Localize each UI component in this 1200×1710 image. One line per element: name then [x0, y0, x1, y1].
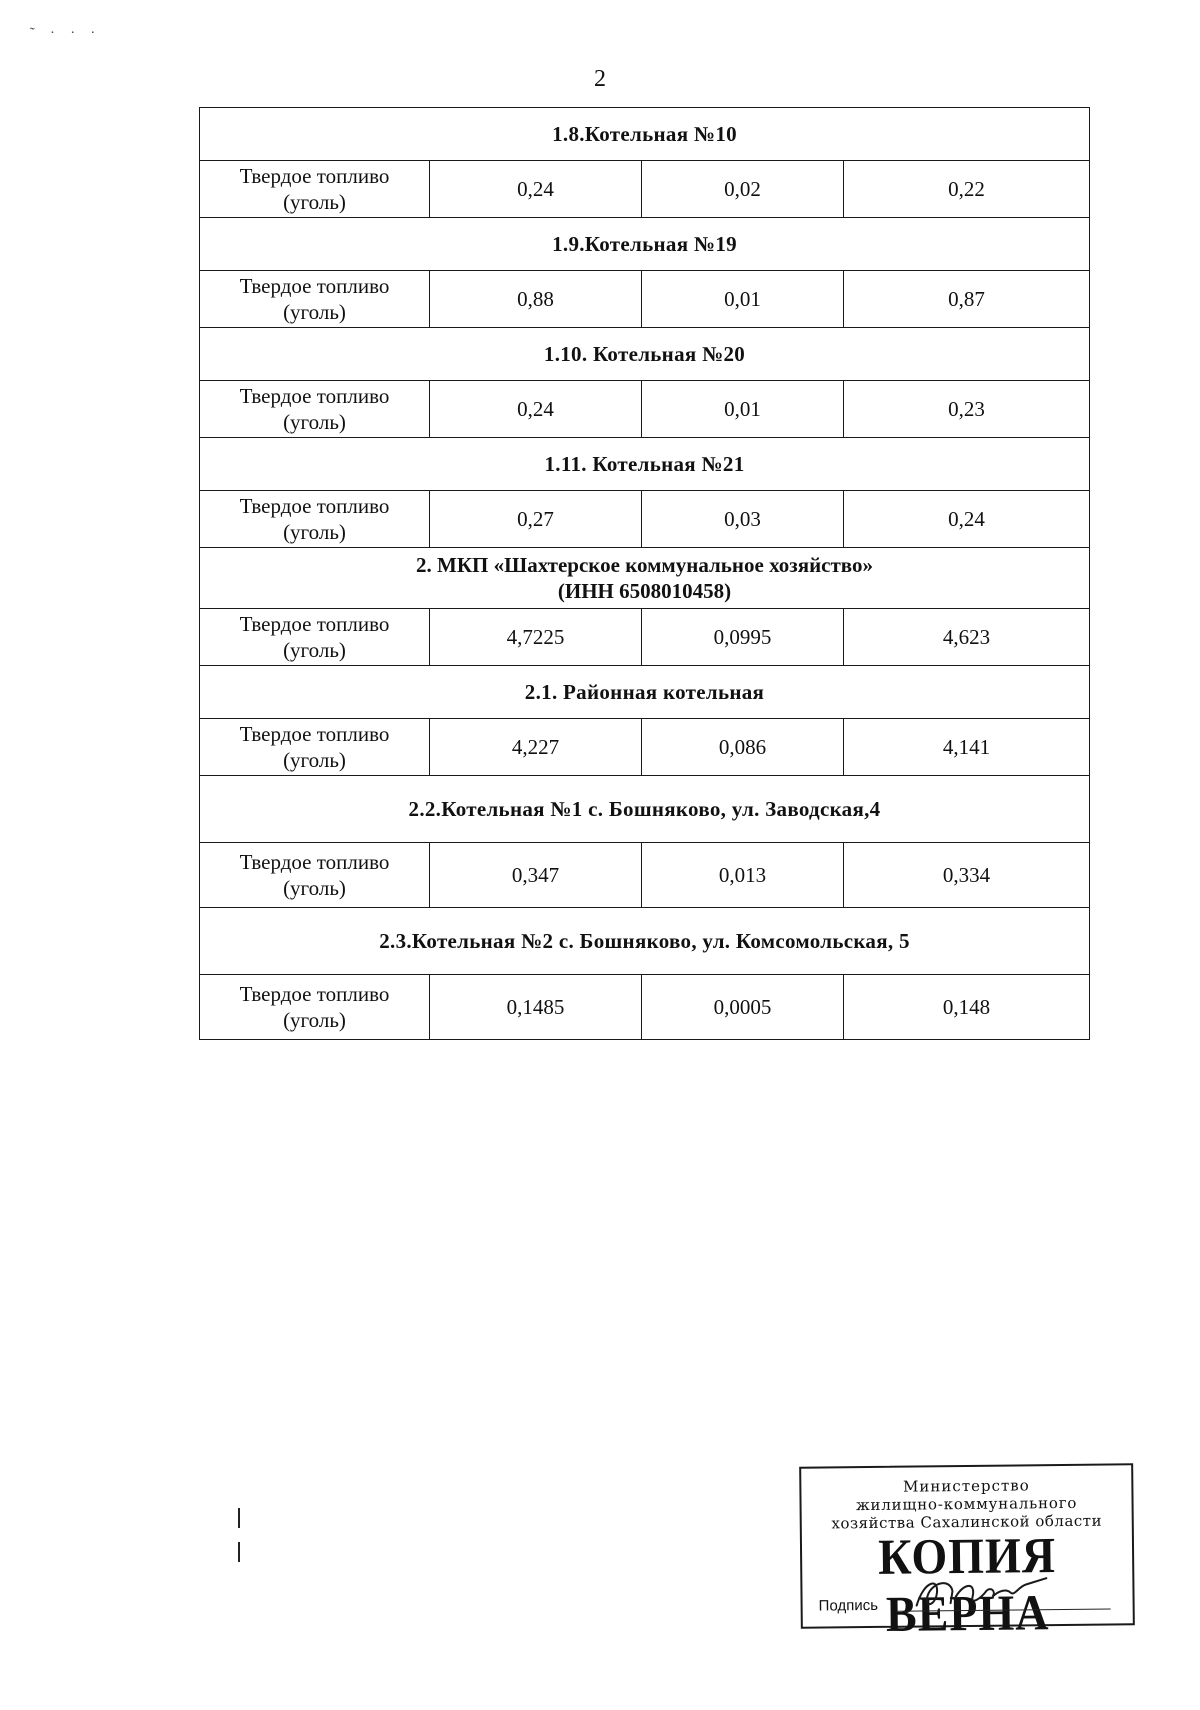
organization-title: 2. МКП «Шахтерское коммунальное хозяйство» (ИНН 6508010458) [200, 548, 1090, 609]
section-title: 1.11. Котельная №21 [200, 438, 1090, 491]
value-cell-v1: 4,227 [430, 719, 642, 776]
section-title: 2.1. Районная котельная [200, 666, 1090, 719]
value-cell-v3: 0,22 [844, 161, 1090, 218]
value-cell-v3: 4,141 [844, 719, 1090, 776]
table-row [200, 271, 1090, 328]
table-row [200, 161, 1090, 218]
section-title: 1.10. Котельная №20 [200, 328, 1090, 381]
value-cell-v2: 0,013 [642, 843, 844, 908]
section-title: 1.8.Котельная №10 [200, 108, 1090, 161]
value-cell-v2: 0,02 [642, 161, 844, 218]
stamp-signature-row [816, 1577, 1116, 1616]
fuel-type-cell: Твердое топливо (уголь) [200, 609, 430, 666]
value-cell-v1: 0,88 [430, 271, 642, 328]
value-cell-v3: 0,87 [844, 271, 1090, 328]
value-cell-v1: 0,24 [430, 381, 642, 438]
stamp-line-region: хозяйства Сахалинской области [831, 1511, 1103, 1533]
value-cell-v3: 0,23 [844, 381, 1090, 438]
value-cell-v1: 0,24 [430, 161, 642, 218]
fuel-type-cell: Твердое топливо (уголь) [200, 491, 430, 548]
table-body [200, 108, 1090, 1040]
section-title: 2.3.Котельная №2 с. Бошняково, ул. Комсомольская, 5 [200, 908, 1090, 975]
page-number: 2 [594, 66, 606, 92]
table-row [200, 719, 1090, 776]
stamp-title: КОПИЯ ВЕРНА [877, 1526, 1057, 1642]
value-cell-v1: 0,347 [430, 843, 642, 908]
value-cell-v3: 0,334 [844, 843, 1090, 908]
margin-marks [238, 1508, 240, 1568]
fuel-type-cell: Твердое топливо (уголь) [200, 381, 430, 438]
value-cell-v3: 4,623 [844, 609, 1090, 666]
certification-stamp [799, 1463, 1135, 1642]
table-row [200, 609, 1090, 666]
value-cell-v3: 0,24 [844, 491, 1090, 548]
signature-label: Подпись [818, 1596, 879, 1615]
scan-specks: ˜ · · · [30, 26, 102, 41]
table-row [200, 381, 1090, 438]
value-cell-v2: 0,01 [642, 381, 844, 438]
value-cell-v1: 4,7225 [430, 609, 642, 666]
section-header-row [200, 108, 1090, 161]
stamp-line-housing: жилищно-коммунального [855, 1493, 1078, 1515]
section-header-row [200, 438, 1090, 491]
value-cell-v3: 0,148 [844, 975, 1090, 1040]
section-header-row [200, 908, 1090, 975]
fuel-type-cell: Твердое топливо (уголь) [200, 975, 430, 1040]
section-header-row [200, 666, 1090, 719]
value-cell-v2: 0,086 [642, 719, 844, 776]
value-cell-v2: 0,0995 [642, 609, 844, 666]
value-cell-v2: 0,0005 [642, 975, 844, 1040]
organization-header-row [200, 548, 1090, 609]
fuel-type-cell: Твердое топливо (уголь) [200, 161, 430, 218]
section-header-row [200, 776, 1090, 843]
handwritten-signature [906, 1572, 1056, 1614]
table-row [200, 491, 1090, 548]
section-title: 1.9.Котельная №19 [200, 218, 1090, 271]
section-title: 2.2.Котельная №1 с. Бошняково, ул. Заводская,4 [200, 776, 1090, 843]
stamp-line-ministry: Министерство [902, 1476, 1030, 1496]
table-row [200, 843, 1090, 908]
value-cell-v2: 0,03 [642, 491, 844, 548]
value-cell-v1: 0,27 [430, 491, 642, 548]
value-cell-v1: 0,1485 [430, 975, 642, 1040]
value-cell-v2: 0,01 [642, 271, 844, 328]
section-header-row [200, 218, 1090, 271]
fuel-consumption-table [199, 107, 1090, 1040]
table-row [200, 975, 1090, 1040]
section-header-row [200, 328, 1090, 381]
fuel-type-cell: Твердое топливо (уголь) [200, 719, 430, 776]
fuel-type-cell: Твердое топливо (уголь) [200, 843, 430, 908]
fuel-type-cell: Твердое топливо (уголь) [200, 271, 430, 328]
